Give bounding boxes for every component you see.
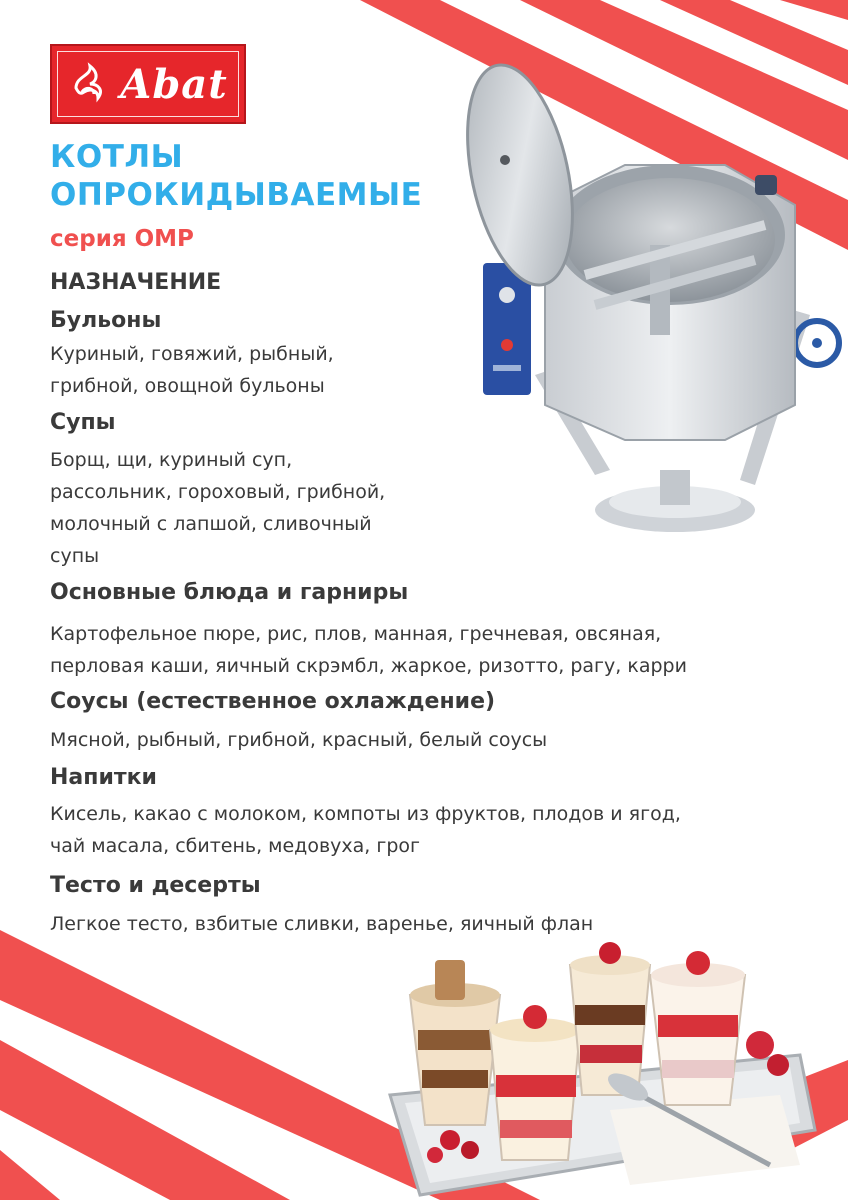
section-text-main-dishes (50, 618, 687, 682)
text-line: супы (50, 545, 100, 567)
section-text-drinks (50, 798, 681, 862)
section-heading-sauces: Соусы (естественное охлаждение) (50, 689, 496, 714)
flame-logo-icon (68, 62, 112, 106)
brand-name: Abat (120, 60, 228, 108)
title-line-2: ОПРОКИДЫВАЕМЫЕ (50, 177, 423, 213)
section-text-broths (50, 338, 334, 402)
text-line: рассольник, гороховый, грибной, (50, 481, 386, 503)
section-heading-main-dishes: Основные блюда и гарниры (50, 580, 409, 605)
section-text-soups (50, 444, 385, 572)
text-line: Мясной, рыбный, грибной, красный, белый соусы (50, 729, 548, 751)
text-line: Куриный, говяжий, рыбный, (50, 343, 334, 365)
series-label: серия ОМР (50, 226, 194, 252)
abat-logo (50, 44, 246, 124)
text-line: чай масала, сбитень, медовуха, грог (50, 835, 420, 857)
section-heading-drinks: Напитки (50, 765, 157, 790)
section-text-desserts (50, 908, 593, 940)
section-text-sauces (50, 724, 547, 756)
section-heading-soups: Супы (50, 410, 116, 435)
text-line: грибной, овощной бульоны (50, 375, 325, 397)
page-title (50, 138, 422, 214)
text-line: Борщ, щи, куриный суп, (50, 449, 293, 471)
text-line: молочный с лапшой, сливочный (50, 513, 372, 535)
tilting-kettle-image (465, 55, 845, 540)
text-line: Картофельное пюре, рис, плов, манная, гречневая, овсяная, (50, 623, 662, 645)
text-line: перловая каши, яичный скрэмбл, жаркое, ризотто, рагу, карри (50, 655, 687, 677)
title-line-1: КОТЛЫ (50, 139, 184, 175)
text-line: Легкое тесто, взбитые сливки, варенье, яичный флан (50, 913, 594, 935)
section-heading-desserts: Тесто и десерты (50, 873, 261, 898)
purpose-heading: НАЗНАЧЕНИЕ (50, 270, 222, 295)
text-line: Кисель, какао с молоком, компоты из фруктов, плодов и ягод, (50, 803, 681, 825)
desserts-image (380, 935, 820, 1200)
section-heading-broths: Бульоны (50, 308, 162, 333)
